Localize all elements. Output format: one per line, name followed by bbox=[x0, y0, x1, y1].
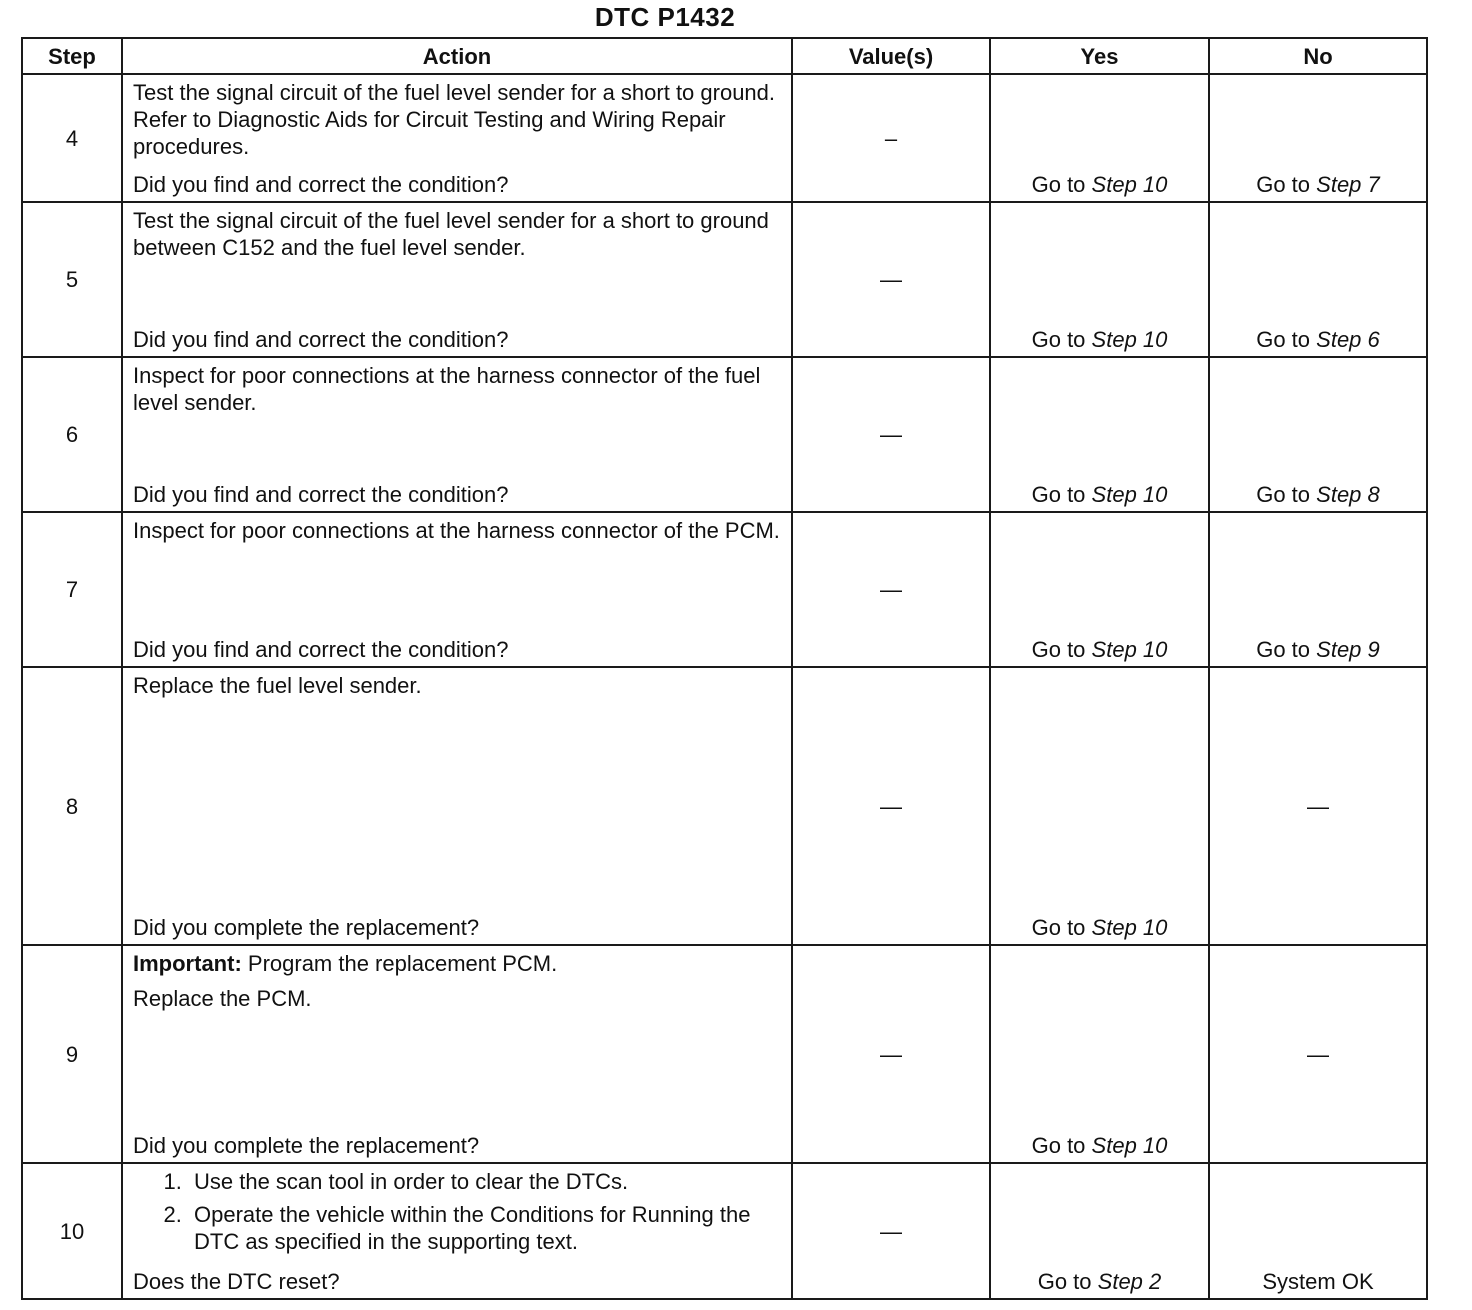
yes-cell bbox=[990, 74, 1209, 202]
action-cell bbox=[122, 512, 792, 667]
table-row bbox=[22, 945, 1427, 1163]
yes-cell bbox=[990, 512, 1209, 667]
table-row bbox=[22, 74, 1427, 202]
no-target: Step 6 bbox=[1316, 327, 1380, 352]
yes-target: Step 10 bbox=[1091, 637, 1168, 662]
action-question: Did you find and correct the condition? bbox=[133, 637, 509, 662]
value-cell: — bbox=[792, 667, 990, 945]
step-number: 7 bbox=[22, 512, 122, 667]
header-no: No bbox=[1209, 38, 1427, 74]
step-number: 4 bbox=[22, 74, 122, 202]
header-action: Action bbox=[122, 38, 792, 74]
action-cell bbox=[122, 945, 792, 1163]
action-text: Test the signal circuit of the fuel level sender for a short to ground between C152 and the fuel level sender. bbox=[133, 208, 769, 260]
no-cell: — bbox=[1209, 945, 1427, 1163]
table-row bbox=[22, 1163, 1427, 1299]
action-question: Did you complete the replacement? bbox=[133, 1133, 480, 1158]
step-number: 5 bbox=[22, 202, 122, 357]
value-cell: — bbox=[792, 202, 990, 357]
action-text: Test the signal circuit of the fuel level sender for a short to ground. Refer to Diagnostic Aids for Circuit Testing and Wiring Repair procedures. bbox=[133, 80, 776, 159]
dtc-table bbox=[21, 37, 1428, 1300]
action-text: Replace the fuel level sender. bbox=[133, 673, 422, 698]
action-cell bbox=[122, 667, 792, 945]
no-target: Step 8 bbox=[1316, 482, 1380, 507]
table-row bbox=[22, 512, 1427, 667]
no-target: Step 9 bbox=[1316, 637, 1380, 662]
go-to-prefix: Go to bbox=[1031, 172, 1086, 197]
procedure-list bbox=[133, 1168, 783, 1261]
document-title: DTC P1432 bbox=[594, 2, 736, 32]
value-cell: — bbox=[792, 512, 990, 667]
value-cell: — bbox=[792, 357, 990, 512]
value-cell: — bbox=[792, 945, 990, 1163]
table-row bbox=[22, 357, 1427, 512]
action-text: Inspect for poor connections at the harness connector of the fuel level sender. bbox=[133, 363, 761, 415]
action-cell bbox=[122, 202, 792, 357]
header-values: Value(s) bbox=[792, 38, 990, 74]
action-cell bbox=[122, 357, 792, 512]
action-cell bbox=[122, 1163, 792, 1299]
header-step: Step bbox=[22, 38, 122, 74]
action-text: Inspect for poor connections at the harness connector of the PCM. bbox=[133, 518, 780, 543]
yes-target: Step 10 bbox=[1091, 172, 1168, 197]
action-question: Did you find and correct the condition? bbox=[133, 327, 509, 352]
step-number: 6 bbox=[22, 357, 122, 512]
action-text: Replace the PCM. bbox=[133, 986, 312, 1011]
no-cell bbox=[1209, 357, 1427, 512]
header-yes: Yes bbox=[990, 38, 1209, 74]
no-cell: System OK bbox=[1209, 1163, 1427, 1299]
go-to-prefix: Go to bbox=[1256, 172, 1311, 197]
yes-cell bbox=[990, 945, 1209, 1163]
yes-cell bbox=[990, 1163, 1209, 1299]
header-row bbox=[22, 38, 1427, 74]
go-to-prefix: Go to bbox=[1256, 482, 1311, 507]
table-row bbox=[22, 202, 1427, 357]
list-item: 2. Operate the vehicle within the Conditions for Running the DTC as specified in the supporting text. bbox=[188, 1201, 783, 1255]
table-row bbox=[22, 667, 1427, 945]
step-number: 8 bbox=[22, 667, 122, 945]
action-question: Did you find and correct the condition? bbox=[133, 482, 509, 507]
go-to-prefix: Go to bbox=[1031, 637, 1086, 662]
important-text: Program the replacement PCM. bbox=[247, 951, 558, 976]
action-question: Does the DTC reset? bbox=[133, 1269, 340, 1294]
list-item: 1. Use the scan tool in order to clear the DTCs. bbox=[188, 1168, 783, 1195]
go-to-prefix: Go to bbox=[1031, 1133, 1086, 1158]
yes-target: Step 10 bbox=[1091, 482, 1168, 507]
go-to-prefix: Go to bbox=[1037, 1269, 1092, 1294]
go-to-prefix: Go to bbox=[1031, 327, 1086, 352]
go-to-prefix: Go to bbox=[1256, 637, 1311, 662]
action-cell bbox=[122, 74, 792, 202]
yes-target: Step 10 bbox=[1091, 327, 1168, 352]
yes-target: Step 10 bbox=[1091, 1133, 1168, 1158]
yes-cell bbox=[990, 202, 1209, 357]
yes-target: Step 2 bbox=[1097, 1269, 1162, 1294]
yes-cell bbox=[990, 667, 1209, 945]
step-number: 10 bbox=[22, 1163, 122, 1299]
go-to-prefix: Go to bbox=[1256, 327, 1311, 352]
no-cell: — bbox=[1209, 667, 1427, 945]
action-question: Did you complete the replacement? bbox=[133, 915, 480, 940]
go-to-prefix: Go to bbox=[1031, 482, 1086, 507]
step-number: 9 bbox=[22, 945, 122, 1163]
value-cell: – bbox=[792, 74, 990, 202]
yes-cell bbox=[990, 357, 1209, 512]
yes-target: Step 10 bbox=[1091, 915, 1168, 940]
action-question: Did you find and correct the condition? bbox=[133, 172, 509, 197]
important-note bbox=[133, 950, 783, 977]
value-cell: — bbox=[792, 1163, 990, 1299]
no-target: Step 7 bbox=[1316, 172, 1380, 197]
no-cell bbox=[1209, 512, 1427, 667]
no-cell bbox=[1209, 202, 1427, 357]
no-cell bbox=[1209, 74, 1427, 202]
important-label: Important: bbox=[133, 951, 242, 976]
go-to-prefix: Go to bbox=[1031, 915, 1086, 940]
